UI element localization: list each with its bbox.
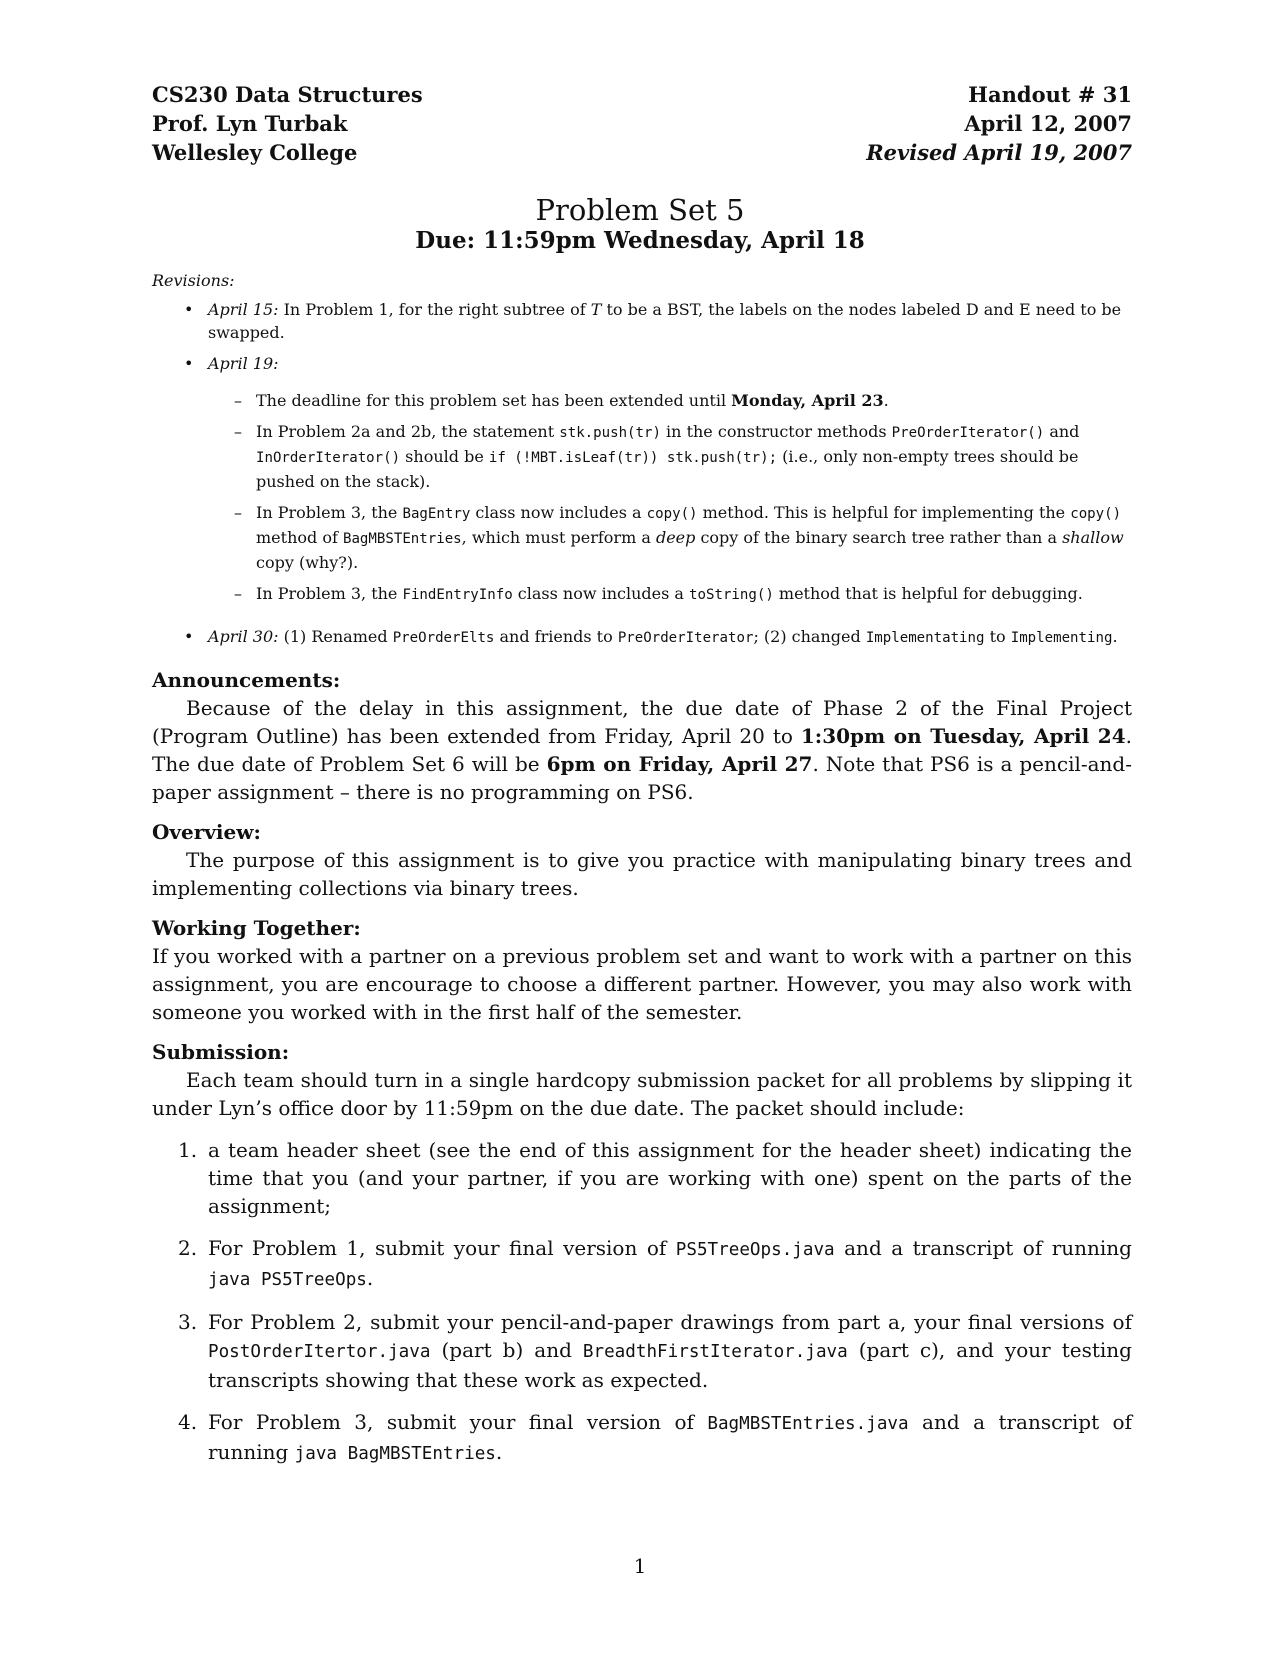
working-together-heading: Working Together: <box>152 916 361 940</box>
working-together-text: If you worked with a partner on a previous problem set and want to work with a partner on this assignment, you are encourage to choose a different partner. However, you may also work with someone you worked with in the first half of the semester. <box>152 944 1132 1024</box>
overview-heading: Overview: <box>152 820 261 844</box>
revision-stack-push: – In Problem 2a and 2b, the statement stk.push(tr) in the constructor methods PreOrderIterator() and InOrderIterator() should be if (!MBT.isLeaf(tr)) stk.push(tr); (i.e., only non-empty trees should be pushed on the stack). <box>152 420 1132 493</box>
revisions-list <box>152 298 1132 650</box>
document-body <box>152 270 1132 1482</box>
due-date: Due: 11:59pm Wednesday, April 18 <box>415 227 865 254</box>
page-title: Problem Set 5 <box>535 193 745 227</box>
submission-text: Each team should turn in a single hardcopy submission packet for all problems by slipping it under Lyn’s office door by 11:59pm on the due date. The packet should include: <box>152 1068 1132 1120</box>
submission-item: 3. For Problem 2, submit your pencil-and-paper drawings from part a, your final versions of PostOrderItertor.java (part b) and BreadthFirstIterator.java (part c), and your testing transcripts showing that these work as expected. <box>178 1310 1132 1392</box>
handout-date: April 12, 2007 <box>964 111 1132 136</box>
revisions-label: Revisions: <box>152 271 235 290</box>
revision-april-15: • April 15: In Problem 1, for the right subtree of T to be a BST, the labels on the nodes labeled D and E need to be swapped. <box>152 298 1132 344</box>
overview-text: The purpose of this assignment is to give you practice with manipulating binary trees and implementing collections via binary trees. <box>152 848 1132 900</box>
submission-item: 1. a team header sheet (see the end of this assignment for the header sheet) indicating the time that you (and your partner, if you are working with one) spent on the parts of the assignment; <box>178 1138 1132 1218</box>
header-left <box>152 80 423 167</box>
revision-deadline: – The deadline for this problem set has been extended until Monday, April 23. <box>152 389 1132 412</box>
course-name: CS230 Data Structures <box>152 82 423 107</box>
announcements-text: Because of the delay in this assignment, the due date of Phase 2 of the Final Project (Program Outline) has been extended from Friday, April 20 to 1:30pm on Tuesday, April 24. The due date of Problem Set 6 will be 6pm on Friday, April 27. Note that PS6 is a pencil-and-paper assignment – there is no programming on PS6. <box>152 696 1132 804</box>
submission-heading: Submission: <box>152 1040 290 1064</box>
revision-april-19: • April 19: – The deadline for this problem set has been extended until Monday, April 23. – In Problem 2a and 2b, the statement stk.push(tr) in the constructor methods PreOrderIterator() and InOrderIterator() should be if (!MBT.isLeaf(tr)) stk.push(tr); (i.e., only non-empty trees should be pushed on the stack). – In Problem 3, the BagEntry class now includes a copy() method. This is helpful for implementing the copy() method of BagMBSTEntries, which must perform a deep copy of the binary search tree rather than a shallow copy (why?). – In Problem 3, the FindEntryInfo class now includes a toString() method that is helpful for debugging. <box>152 352 1132 607</box>
handout-number: Handout # 31 <box>968 82 1132 107</box>
revision-findentryinfo: – In Problem 3, the FindEntryInfo class now includes a toString() method that is helpful for debugging. <box>152 582 1132 607</box>
institution-name: Wellesley College <box>152 140 358 165</box>
submission-item: 2. For Problem 1, submit your final version of PS5TreeOps.java and a transcript of running java PS5TreeOps. <box>178 1236 1132 1290</box>
professor-name: Prof. Lyn Turbak <box>152 111 348 136</box>
revised-date: Revised April 19, 2007 <box>866 140 1132 165</box>
submission-list <box>152 1136 1132 1468</box>
page-number: 1 <box>633 1554 647 1578</box>
revision-bagentry-copy: – In Problem 3, the BagEntry class now includes a copy() method. This is helpful for implementing the copy() method of BagMBSTEntries, which must perform a deep copy of the binary search tree rather than a shallow copy (why?). <box>152 501 1132 574</box>
submission-item: 4. For Problem 3, submit your final version of BagMBSTEntries.java and a transcript of running java BagMBSTEntries. <box>178 1410 1132 1464</box>
revision-april-30: • April 30: (1) Renamed PreOrderElts and friends to PreOrderIterator; (2) changed Implementating to Implementing. <box>152 625 1132 650</box>
announcements-heading: Announcements: <box>152 668 341 692</box>
revision-april-19-list <box>152 389 1132 607</box>
header-right <box>780 80 1132 167</box>
